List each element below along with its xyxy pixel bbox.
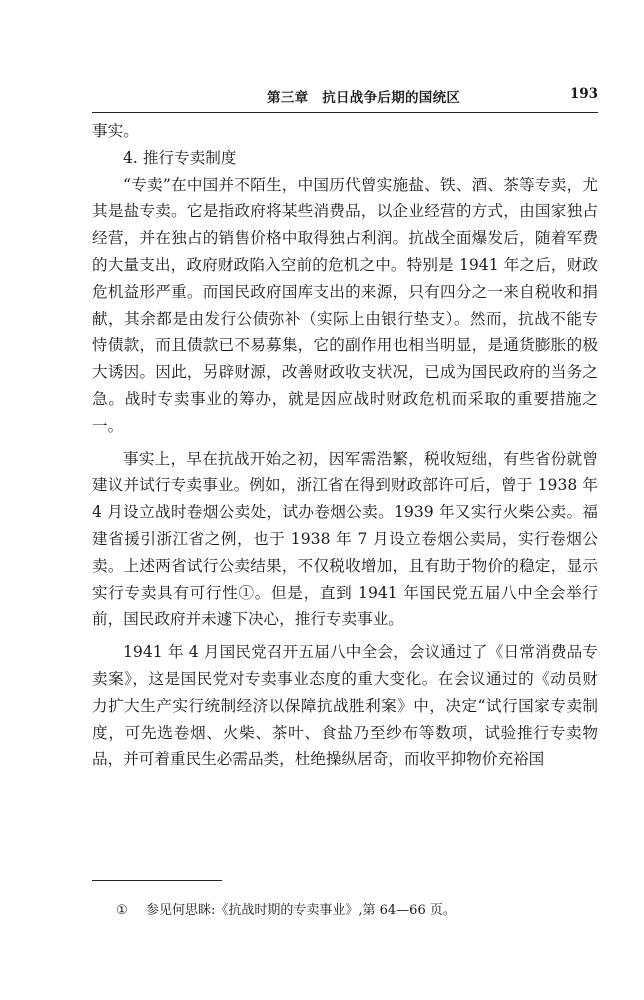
paragraph-continuation: 事实。 [92,122,139,140]
footnote-text: 参见何思眯:《抗战时期的专卖事业》,第 64—66 页。 [146,903,456,918]
footnote-rule [92,880,222,881]
paragraph: “专卖”在中国并不陌生，中国历代曾实施盐、铁、酒、茶等专卖，尤其是盐专卖。它是指政府将某些消费品，以企业经营的方式，由国家独占经营，并在独占的销售价格中取得独占利润。抗战全面爆发后，随着军费的大量支出，政府财政陷入空前的危机之中。特别是 1941 年之后，财政危机益形严重。而国民政府国库支出的来源，只有四分之一来自税收和捐献，其余都是由发行公债弥补（实际上由银行垫支）。然而，抗战不能专恃债款，而且债款已不易募集，它的副作用也相当明显，是通货膨胀的极大诱因。因此，另辟财源，改善财政收支状况，已成为国民政府的当务之急。战时专卖事业的筹办，就是因应战时财政危机而采取的重要措施之一。 [92,175,598,435]
body-text [92,118,598,773]
paragraph: 事实上，早在抗战开始之初，因军需浩繁，税收短绌，有些省份就曾建议并试行专卖事业。例如，浙江省在得到财政部许可后，曾于 1938 年 4 月设立战时卷烟公卖处，试办卷烟公卖。1939 年又实行火柴公卖。福建省援引浙江省之例，也于 1938 年 7 月设立卷烟公卖局，实行卷烟公卖。上述两省试行公卖结果，不仅税收增加，且有助于物价的稳定，显示实行专卖具有可行性①。但是，直到 1941 年国民党五届八中全会举行前，国民政府并未遽下决心，推行专卖事业。 [92,449,598,629]
chapter-title: 第三章 抗日战争后期的国统区 [267,90,461,106]
footnote-marker: ① [116,903,128,918]
header-rule [92,112,598,113]
page-number: 193 [569,86,598,102]
footnote [116,899,456,918]
paragraph: 1941 年 4 月国民党召开五届八中全会，会议通过了《日常消费品专卖案》，这是国民党对专卖事业态度的重大变化。在会议通过的《动员财力扩大生产实行统制经济以保障抗战胜利案》中，决定“试行国家专卖制度，可先选卷烟、火柴、茶叶、食盐乃至纱布等数项，试验推行专卖物品，并可着重民生必需品类，杜绝操纵居奇，而收平抑物价充裕国 [92,643,598,769]
running-header [92,86,598,106]
section-heading: 4. 推行专卖制度 [123,148,237,167]
